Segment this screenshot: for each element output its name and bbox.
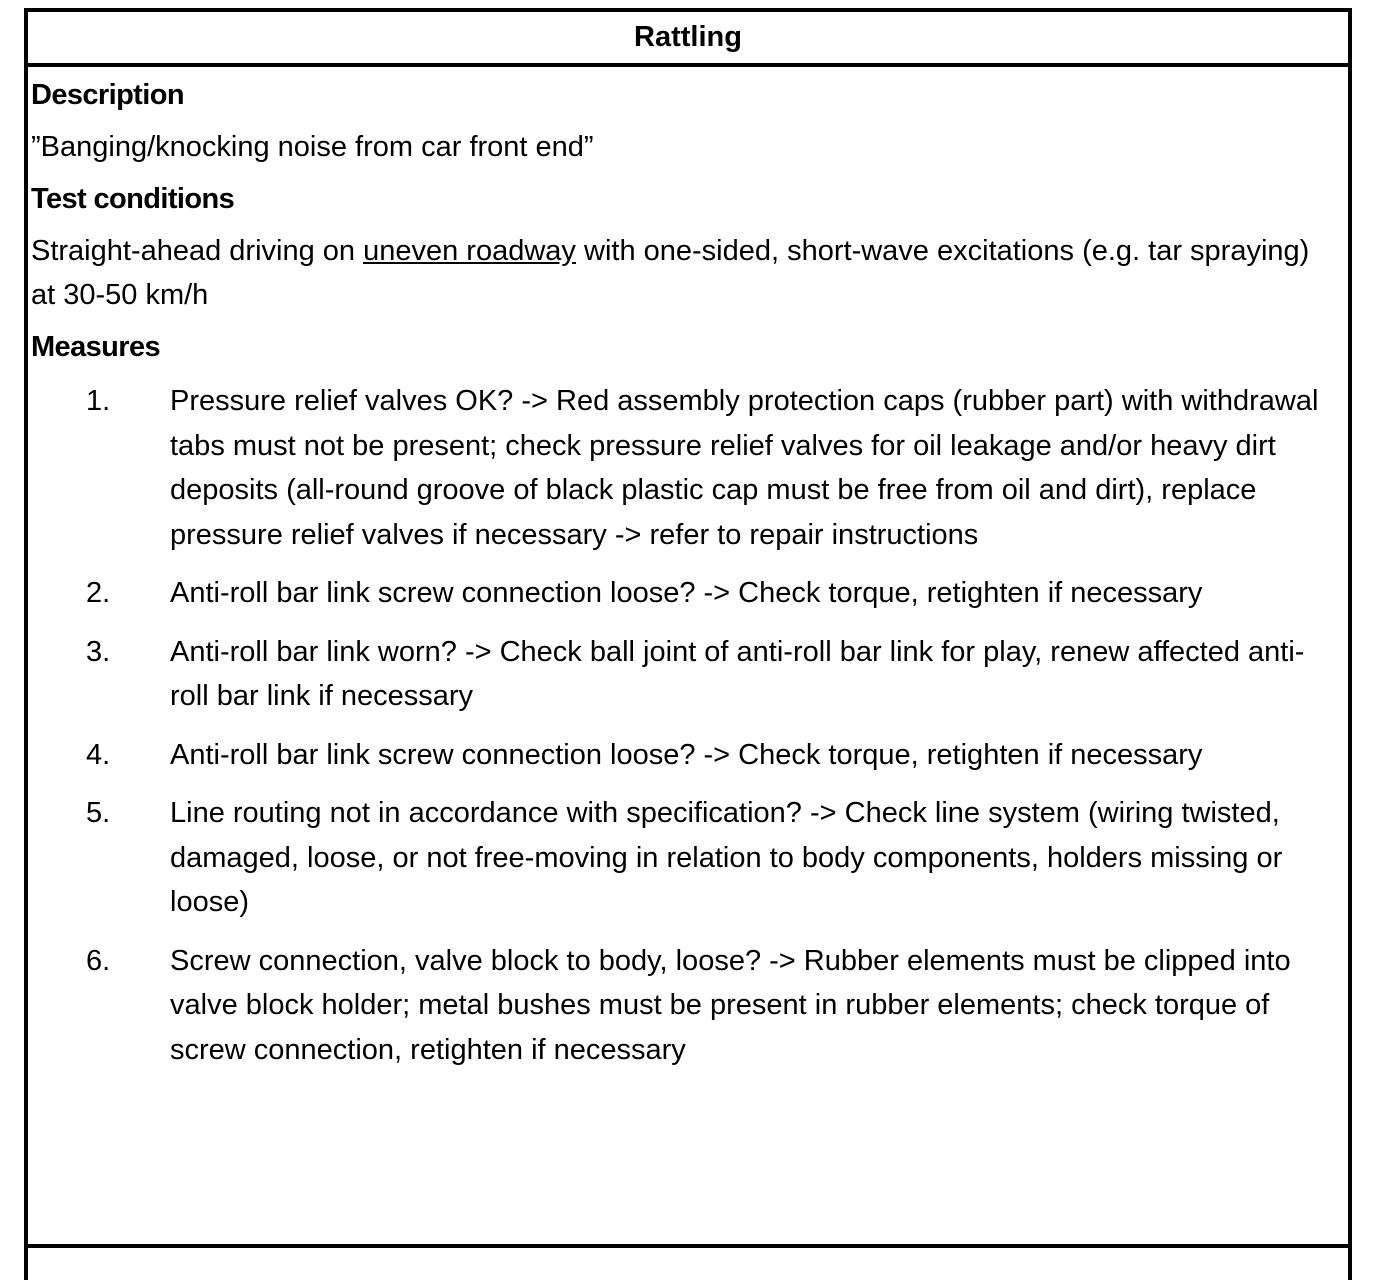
description-heading: Description xyxy=(31,79,184,111)
list-item-number: 6. xyxy=(86,944,111,977)
list-item xyxy=(31,733,1340,778)
list-item-number: 1. xyxy=(86,385,111,417)
list-item xyxy=(31,630,1340,719)
test-conditions-underlined: uneven roadway xyxy=(363,235,576,267)
table-continuation xyxy=(24,1240,1352,1280)
list-item-text: Anti-roll bar link screw connection loose? -> Check torque, retighten if necessary xyxy=(170,738,1203,771)
table-title: Rattling xyxy=(28,12,1348,67)
list-item-text: Screw connection, valve block to body, loose? -> Rubber elements must be clipped into valve block holder; metal bushes must be present in rubber elements; check torque of screw connection, retighten if necessary xyxy=(170,944,1291,1066)
table-content xyxy=(28,77,1348,1072)
list-item xyxy=(31,791,1340,925)
list-item xyxy=(31,939,1340,1073)
test-conditions-text-after: with one-sided, short-wave excitations (e.g. tar spraying) at 30-50 km/h xyxy=(31,235,1310,311)
test-conditions-text xyxy=(31,229,1340,317)
list-item xyxy=(31,379,1340,557)
measures-list xyxy=(31,379,1340,1072)
list-item-text: Anti-roll bar link screw connection loose? -> Check torque, retighten if necessary xyxy=(170,577,1203,609)
description-text: ”Banging/knocking noise from car front end” xyxy=(31,131,594,163)
list-item-text: Pressure relief valves OK? -> Red assembly protection caps (rubber part) with withdrawal tabs must not be present; check pressure relief valves for oil leakage and/or heavy dirt deposits (all-round groove of black plastic cap must be free from oil and dirt), replace pressure relief valves if necessary -> refer to repair instructions xyxy=(170,385,1319,551)
list-item xyxy=(31,571,1340,616)
list-item-number: 2. xyxy=(86,577,111,609)
list-item-number: 3. xyxy=(86,635,111,668)
measures-heading: Measures xyxy=(31,331,160,363)
test-conditions-heading: Test conditions xyxy=(31,183,235,215)
list-item-number: 5. xyxy=(86,797,111,829)
test-conditions-text-before: Straight-ahead driving on xyxy=(31,235,364,267)
list-item-number: 4. xyxy=(86,738,111,771)
rattling-table xyxy=(24,8,1352,1248)
list-item-text: Anti-roll bar link worn? -> Check ball joint of anti-roll bar link for play, renew affected anti-roll bar link if necessary xyxy=(170,635,1305,712)
list-item-text: Line routing not in accordance with specification? -> Check line system (wiring twisted, damaged, loose, or not free-moving in relation to body components, holders missing or loose) xyxy=(170,797,1283,918)
